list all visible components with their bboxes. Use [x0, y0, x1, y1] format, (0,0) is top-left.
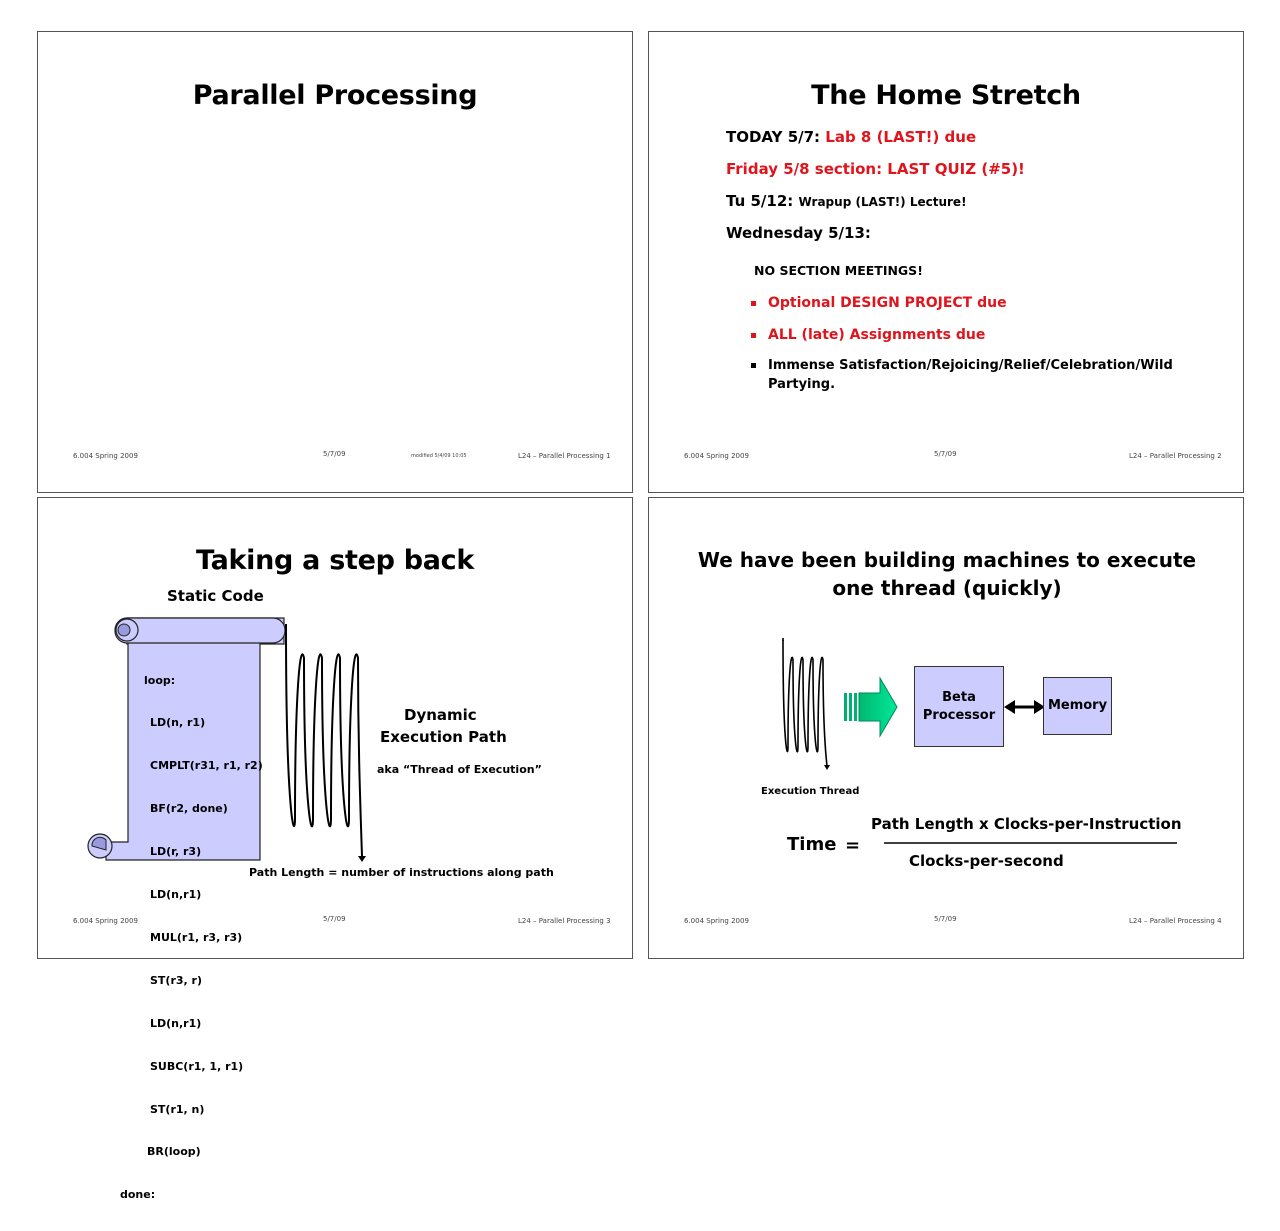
code-line: ST(r1, n) — [150, 1102, 205, 1116]
slide-1 — [37, 31, 633, 493]
dynamic-label: Dynamic — [404, 706, 477, 724]
code-line: ST(r3, r) — [150, 973, 202, 987]
bullet-item: Immense Satisfaction/Rejoicing/Relief/Celebration/Wild — [751, 358, 1173, 373]
bullet-item: ALL (late) Assignments due — [751, 327, 985, 343]
footer-modified: modified 5/4/09 10:05 — [411, 453, 467, 459]
today-line — [726, 128, 976, 146]
slide-4 — [648, 497, 1244, 959]
footer-date: 5/7/09 — [323, 450, 346, 458]
static-code-label: Static Code — [167, 587, 264, 605]
code-line: LD(r, r3) — [150, 845, 202, 859]
footer-slide-number: L24 – Parallel Processing 3 — [518, 917, 611, 925]
code-line: loop: — [144, 673, 176, 687]
path-length-definition: Path Length = number of instructions along path — [249, 866, 554, 879]
code-line: LD(n,r1) — [150, 1016, 202, 1030]
execution-thread-label: Execution Thread — [761, 786, 860, 797]
execution-path-label: Execution Path — [380, 728, 507, 746]
code-line: BR(loop) — [147, 1145, 201, 1159]
formula-denominator: Clocks-per-second — [909, 852, 1064, 870]
footer-date: 5/7/09 — [934, 450, 957, 458]
bullet-icon — [751, 363, 756, 368]
today-value: Lab 8 (LAST!) due — [825, 128, 977, 146]
footer-course: 6.004 Spring 2009 — [73, 917, 138, 925]
slide-title: Taking a step back — [195, 545, 475, 576]
slide-title-line2: one thread (quickly) — [832, 576, 1062, 600]
footer-course: 6.004 Spring 2009 — [73, 452, 138, 460]
execution-path-arrowhead — [358, 856, 366, 862]
beta-processor-box — [914, 666, 1004, 747]
slide-2 — [648, 31, 1244, 493]
bullet-icon — [751, 301, 756, 306]
double-arrow-left-head — [1004, 700, 1015, 714]
tuesday-line — [726, 192, 967, 210]
footer-slide-number: L24 – Parallel Processing 4 — [1129, 917, 1222, 925]
code-line: done: — [120, 1188, 156, 1202]
code-line: MUL(r1, r3, r3) — [150, 930, 243, 944]
footer-course: 6.004 Spring 2009 — [684, 917, 749, 925]
scroll-top-roll — [115, 618, 285, 643]
footer-date: 5/7/09 — [323, 915, 346, 923]
slide-title: The Home Stretch — [811, 80, 1081, 111]
thread-aka-label: aka “Thread of Execution” — [377, 763, 542, 776]
execution-thread-arrowhead — [824, 765, 830, 770]
equals-sign: = — [845, 835, 861, 856]
code-listing — [120, 645, 263, 1231]
footer-course: 6.004 Spring 2009 — [684, 452, 749, 460]
bullet-item: Optional DESIGN PROJECT due — [751, 295, 1007, 311]
friday-line: Friday 5/8 section: LAST QUIZ (#5)! — [726, 160, 1025, 178]
code-line: BF(r2, done) — [150, 802, 228, 816]
memory-label: Memory — [1047, 698, 1108, 713]
formula-numerator: Path Length x Clocks-per-Instruction — [871, 815, 1182, 833]
beta-processor-label: Processor — [922, 707, 996, 723]
slide-3 — [37, 497, 633, 1202]
time-label: Time — [787, 834, 837, 855]
green-arrow-icon — [859, 678, 897, 736]
today-label: TODAY 5/7: — [726, 128, 821, 146]
scroll-top-curl-inner — [118, 624, 130, 636]
slide-title-line1: We have been building machines to execute — [697, 548, 1197, 572]
tuesday-label: Tu 5/12: — [726, 192, 794, 210]
footer-slide-number: L24 – Parallel Processing 1 — [518, 452, 611, 460]
code-line: LD(n, r1) — [150, 716, 206, 730]
no-section-heading: NO SECTION MEETINGS! — [754, 263, 923, 278]
slide-title: Parallel Processing — [192, 80, 478, 111]
bullet-continuation: Partying. — [768, 377, 836, 392]
execution-path-wave — [286, 626, 362, 856]
code-line: LD(n,r1) — [150, 888, 202, 902]
beta-processor-label: Beta — [942, 689, 976, 705]
wednesday-line: Wednesday 5/13: — [726, 224, 871, 242]
memory-box — [1043, 677, 1112, 735]
code-line: SUBC(r1, 1, r1) — [150, 1059, 244, 1073]
footer-date: 5/7/09 — [934, 915, 957, 923]
footer-slide-number: L24 – Parallel Processing 2 — [1129, 452, 1222, 460]
execution-thread-wave — [783, 640, 827, 766]
tuesday-value: Wrapup (LAST!) Lecture! — [798, 195, 967, 209]
bullet-icon — [751, 333, 756, 338]
code-line: CMPLT(r31, r1, r2) — [150, 759, 263, 773]
